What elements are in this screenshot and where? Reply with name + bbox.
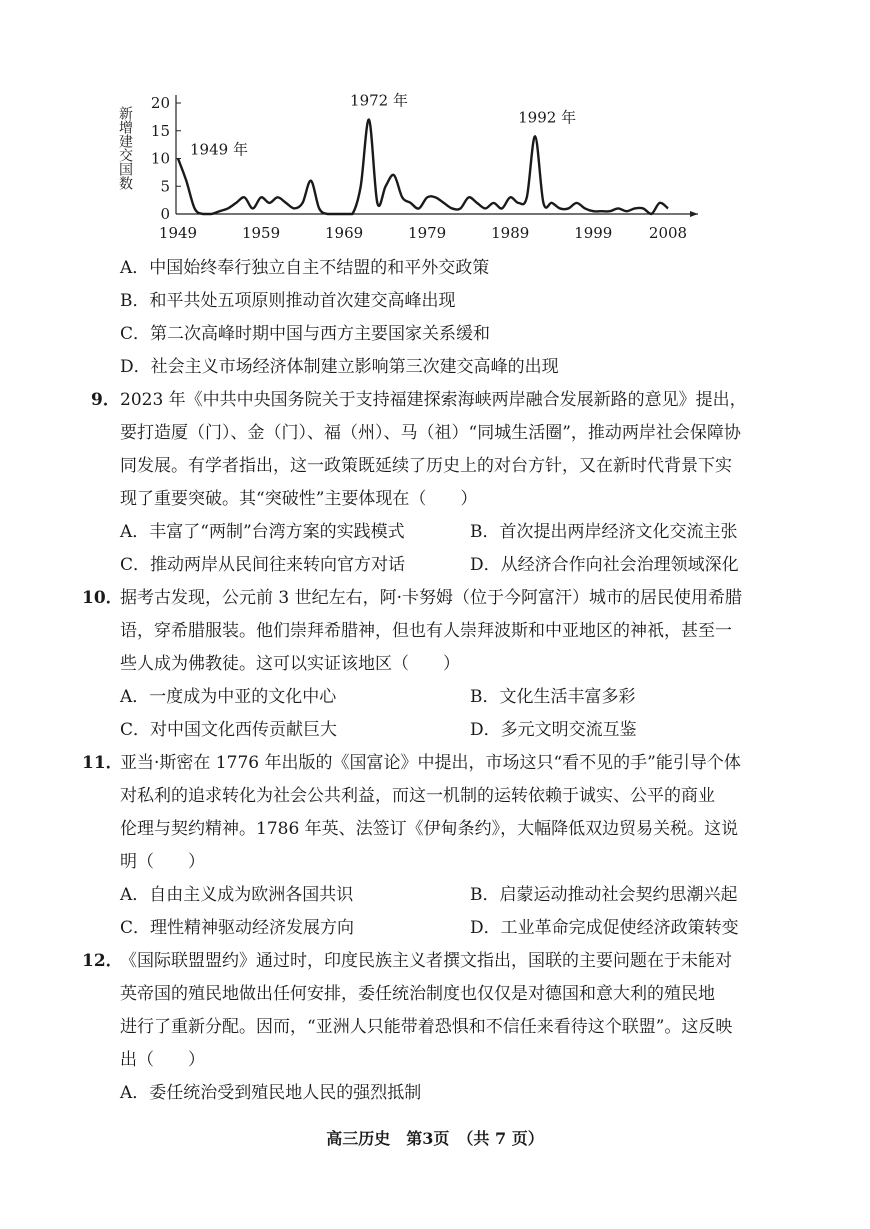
x-axis-arrow	[690, 211, 698, 217]
q11-stem-line: 伦理与契约精神。1786 年英、法签订《伊甸条约》，大幅降低双边贸易关税。这说	[120, 819, 739, 839]
q12-stem-line: 《国际联盟盟约》通过时，印度民族主义者撰文指出，国联的主要问题在于未能对	[120, 951, 732, 971]
q9-option-a: A．丰富了“两制”台湾方案的实践模式	[120, 522, 405, 542]
x-tick-label: 2008	[648, 224, 688, 242]
q11-option-d: D．工业革命完成促使经济政策转变	[470, 918, 739, 938]
q12-option-a: A．委任统治受到殖民地人民的强烈抵制	[120, 1083, 422, 1103]
series-line	[178, 120, 668, 214]
x-tick-label: 1979	[408, 224, 447, 242]
q9-option-d: D．从经济合作向社会治理领域深化	[470, 555, 739, 575]
y-tick-label: 20	[150, 94, 170, 112]
q9-option-c: C．推动两岸从民间往来转向官方对话	[120, 555, 406, 575]
q12-stem-line: 进行了重新分配。因而，“亚洲人只能带着恐惧和不信任来看待这个联盟”。这反映	[120, 1017, 733, 1037]
x-tick-label: 1949	[158, 224, 198, 242]
q8-option-b: B．和平共处五项原则推动首次建交高峰出现	[120, 291, 456, 311]
q11-option-c: C．理性精神驱动经济发展方向	[120, 918, 355, 938]
q11-stem-line: 对私利的追求转化为社会公共利益，而这一机制的运转依赖于诚实、公平的商业	[120, 786, 715, 806]
y-tick-label: 10	[150, 149, 170, 168]
y-tick-label: 5	[160, 177, 170, 196]
x-tick-label: 1999	[574, 224, 613, 242]
q9-stem-line: 现了重要突破。其“突破性”主要体现在（ ）	[120, 489, 478, 509]
q11-stem-line: 亚当·斯密在 1776 年出版的《国富论》中提出，市场这只“看不见的手”能引导个体	[120, 753, 741, 773]
q10-option-b: B．文化生活丰富多彩	[470, 687, 636, 707]
q11-option-a: A．自由主义成为欧洲各国共识	[120, 885, 354, 905]
q10-stem-line: 据考古发现，公元前 3 世纪左右，阿·卡努姆（位于今阿富汗）城市的居民使用希腊	[120, 588, 743, 608]
page-footer: 高三历史 第3页 （共 7 页）	[326, 1129, 544, 1148]
q10-option-d: D．多元文明交流互鉴	[470, 720, 637, 740]
q9-option-b: B．首次提出两岸经济文化交流主张	[470, 522, 738, 542]
x-tick-label: 1989	[491, 224, 530, 242]
q11-stem-line: 明（ ）	[120, 852, 205, 872]
chart-svg	[110, 88, 710, 248]
q10-number: 10．	[82, 588, 123, 608]
q11-option-b: B．启蒙运动推动社会契约思潮兴起	[470, 885, 738, 905]
q9-number: 9．	[91, 390, 120, 410]
q8-option-c: C．第二次高峰时期中国与西方主要国家关系缓和	[120, 324, 491, 344]
y-tick-label: 0	[160, 205, 170, 223]
q12-stem-line: 出（ ）	[120, 1050, 205, 1070]
chart-y-axis-label: 新增建交国数	[117, 106, 133, 190]
diplomatic-relations-chart	[110, 88, 710, 248]
chart-annotation: 1949 年	[190, 140, 248, 159]
q10-stem-line: 语，穿希腊服装。他们崇拜希腊神，但也有人崇拜波斯和中亚地区的神祇，甚至一	[120, 621, 732, 641]
x-tick-label: 1969	[325, 224, 364, 242]
q9-stem-line: 要打造厦（门）、金（门）、福（州）、马（祖）“同城生活圈”，推动两岸社会保障协	[120, 423, 741, 443]
q8-option-a: A．中国始终奉行独立自主不结盟的和平外交政策	[120, 258, 490, 278]
q8-option-d: D．社会主义市场经济体制建立影响第三次建交高峰的出现	[120, 357, 559, 377]
q9-stem-line: 2023 年《中共中央国务院关于支持福建探索海峡两岸融合发展新路的意见》提出，	[120, 390, 747, 410]
y-tick-label: 15	[150, 121, 170, 140]
q12-number: 12．	[82, 951, 123, 971]
x-tick-label: 1959	[241, 224, 281, 242]
q11-number: 11．	[82, 753, 123, 773]
chart-annotation: 1992 年	[518, 108, 577, 127]
q10-option-a: A．一度成为中亚的文化中心	[120, 687, 337, 707]
q10-stem-line: 些人成为佛教徒。这可以实证该地区（ ）	[120, 654, 460, 674]
q10-option-c: C．对中国文化西传贡献巨大	[120, 720, 338, 740]
chart-annotation: 1972 年	[350, 91, 408, 110]
q9-stem-line: 同发展。有学者指出，这一政策既延续了历史上的对台方针，又在新时代背景下实	[120, 456, 732, 476]
q12-stem-line: 英帝国的殖民地做出任何安排，委任统治制度也仅仅是对德国和意大利的殖民地	[120, 984, 715, 1004]
